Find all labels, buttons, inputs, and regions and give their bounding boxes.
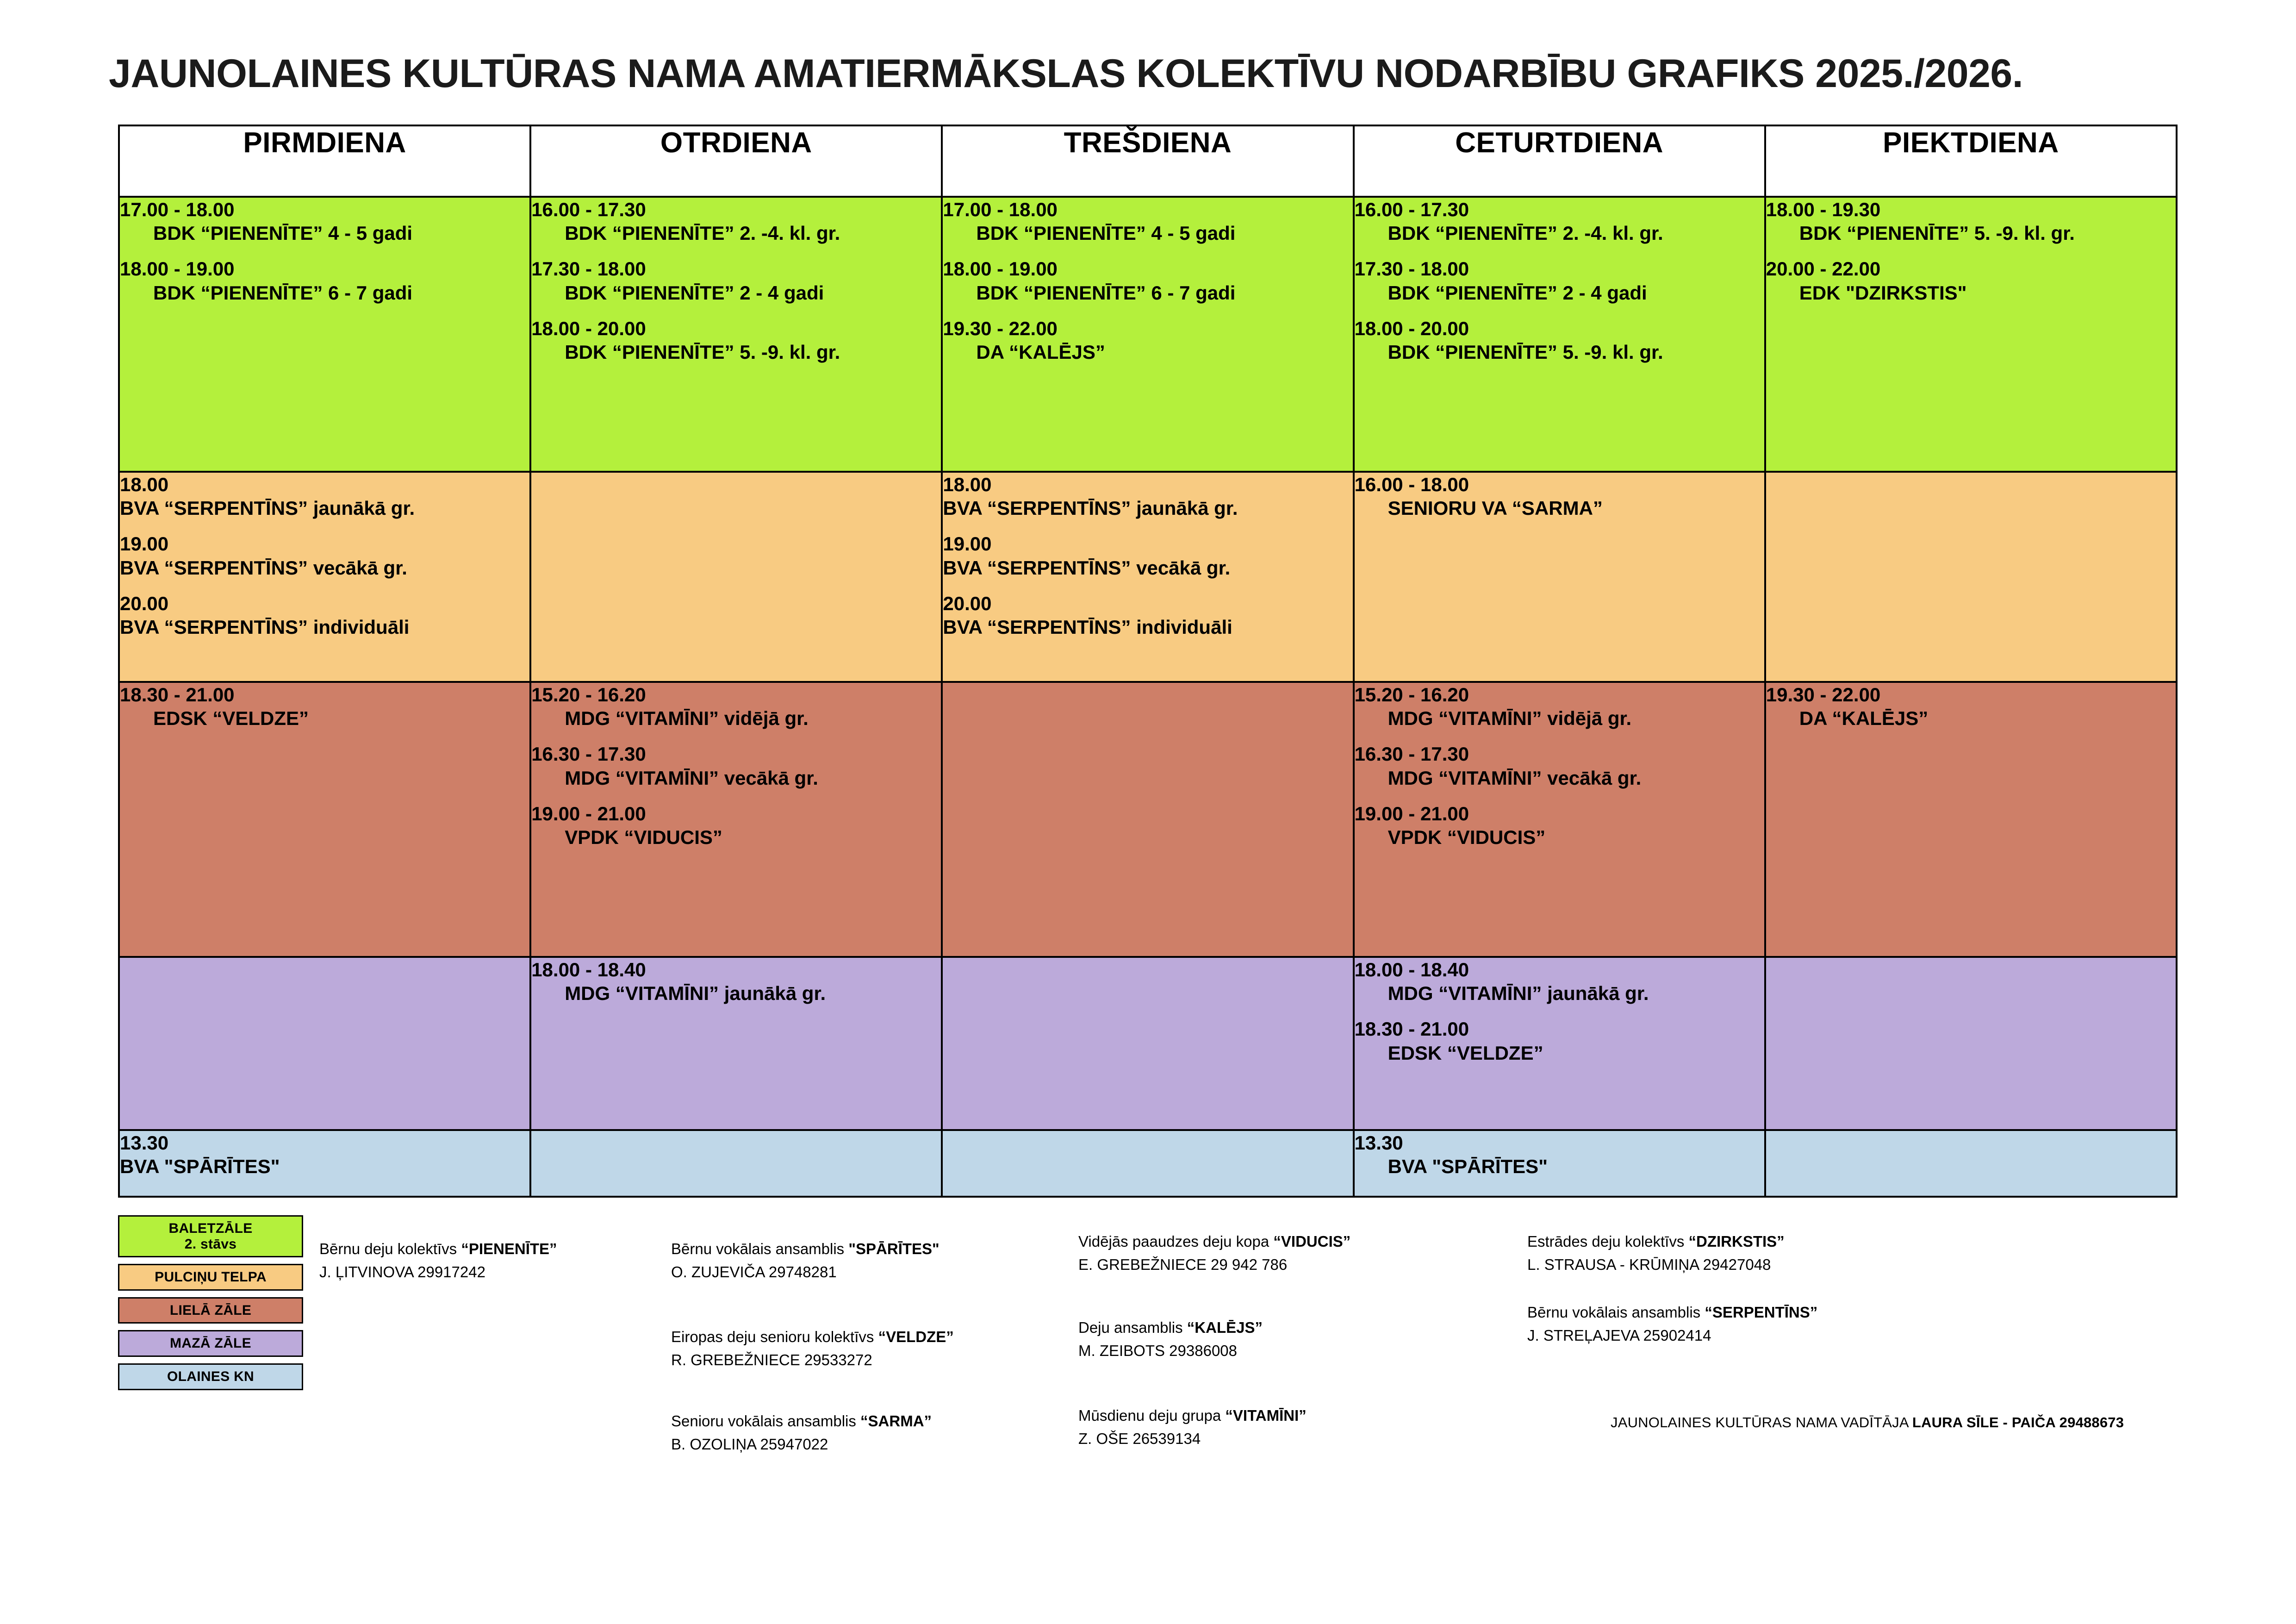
schedule-cell — [530, 197, 942, 472]
schedule-entry — [120, 683, 529, 730]
note-lead: Eiropas deju senioru kolektīvs — [671, 1328, 878, 1345]
entry-group: BVA “SERPENTĪNS” individuāli — [943, 616, 1232, 638]
entry-time: 18.00 - 19.30 — [1766, 199, 1881, 220]
day-header: CETURTDIENA — [1354, 125, 1765, 197]
entry-time: 16.30 - 17.30 — [1354, 743, 1469, 765]
entry-time: 18.00 — [120, 474, 169, 495]
entry-group: MDG “VITAMĪNI” jaunākā gr. — [565, 982, 826, 1005]
signature-lead: JAUNOLAINES KULTŪRAS NAMA VADĪTĀJA — [1611, 1414, 1912, 1430]
schedule-entry — [120, 532, 529, 579]
entry-group: BVA “SERPENTĪNS” jaunākā gr. — [120, 497, 415, 519]
schedule-cell — [1354, 957, 1765, 1130]
schedule-cell — [530, 682, 942, 957]
schedule-entry — [531, 198, 941, 245]
entry-time: 18.30 - 21.00 — [120, 684, 235, 706]
schedule-cell — [530, 1130, 942, 1197]
entry-group: BDK “PIENENĪTE” 2 - 4 gadi — [1388, 281, 1647, 304]
entry-time: 16.00 - 17.30 — [531, 199, 646, 220]
note-contact: Z. OŠE 26539134 — [1078, 1430, 1201, 1447]
note-title — [671, 1410, 932, 1433]
schedule-entry — [531, 317, 941, 364]
note-lead: Deju ansamblis — [1078, 1319, 1187, 1336]
entry-group: BDK “PIENENĪTE” 4 - 5 gadi — [976, 222, 1236, 244]
entry-group: BDK “PIENENĪTE” 2 - 4 gadi — [565, 281, 824, 304]
legend-label: OLAINES KN — [167, 1368, 254, 1384]
collective-note — [671, 1410, 932, 1455]
entry-group: MDG “VITAMĪNI” vecākā gr. — [565, 767, 818, 789]
note-collective-name: “DZIRKSTIS” — [1688, 1233, 1785, 1250]
note-title — [671, 1237, 940, 1261]
entry-time: 19.30 - 22.00 — [1766, 684, 1881, 706]
note-lead: Vidējās paaudzes deju kopa — [1078, 1233, 1274, 1250]
note-contact: R. GREBEŽNIECE 29533272 — [671, 1351, 872, 1368]
entry-group: BVA "SPĀRĪTES" — [120, 1156, 280, 1178]
note-collective-name: "SPĀRĪTES" — [848, 1240, 940, 1257]
schedule-cell — [942, 1130, 1353, 1197]
day-header: OTRDIENA — [530, 125, 942, 197]
schedule-row — [119, 957, 2177, 1130]
schedule-cell — [530, 472, 942, 682]
collective-notes — [0, 1215, 2296, 1502]
legend-label: PULCIŅU TELPA — [155, 1269, 267, 1285]
entry-time: 17.00 - 18.00 — [120, 199, 235, 220]
schedule-entry — [1355, 1131, 1764, 1178]
note-title — [1078, 1316, 1263, 1339]
entry-time: 17.30 - 18.00 — [1354, 258, 1469, 280]
entry-group: VPDK “VIDUCIS” — [565, 826, 722, 849]
note-collective-name: “SERPENTĪNS” — [1705, 1304, 1818, 1321]
schedule-entry — [1766, 257, 2176, 304]
schedule-row — [119, 682, 2177, 957]
entry-group: BDK “PIENENĪTE” 4 - 5 gadi — [153, 222, 413, 244]
entry-group: BDK “PIENENĪTE” 6 - 7 gadi — [976, 281, 1236, 304]
legend-sublabel: 2. stāvs — [184, 1236, 237, 1252]
schedule-entry — [1766, 198, 2176, 245]
schedule-entry — [1355, 802, 1764, 849]
entry-time: 18.00 — [943, 474, 992, 495]
note-title — [1078, 1230, 1350, 1253]
schedule-entry — [1355, 742, 1764, 789]
schedule-cell — [1354, 197, 1765, 472]
note-collective-name: “KALĒJS” — [1187, 1319, 1263, 1336]
collective-note — [1078, 1230, 1350, 1276]
note-lead: Mūsdienu deju grupa — [1078, 1407, 1226, 1424]
note-title — [319, 1237, 557, 1261]
entry-group: EDSK “VELDZE” — [1388, 1042, 1543, 1064]
entry-time: 20.00 — [943, 592, 992, 614]
schedule-cell — [119, 957, 530, 1130]
signature-name: LAURA SĪLE - PAIČA 29488673 — [1912, 1414, 2124, 1430]
legend-label: MAZĀ ZĀLE — [169, 1336, 251, 1351]
schedule-entry — [120, 1131, 529, 1178]
entry-time: 19.30 - 22.00 — [943, 317, 1058, 339]
entry-time: 15.20 - 16.20 — [1354, 684, 1469, 706]
note-collective-name: “VITAMĪNI” — [1225, 1407, 1307, 1424]
entry-time: 18.00 - 20.00 — [1354, 317, 1469, 339]
schedule-cell — [119, 197, 530, 472]
entry-group: BDK “PIENENĪTE” 5. -9. kl. gr. — [1799, 222, 2075, 244]
schedule-row — [119, 472, 2177, 682]
schedule-entry — [943, 473, 1352, 520]
schedule-entry — [120, 198, 529, 245]
schedule-entry — [1355, 198, 1764, 245]
schedule-entry — [943, 592, 1352, 639]
note-lead: Bērnu deju kolektīvs — [319, 1240, 461, 1257]
entry-group: MDG “VITAMĪNI” vecākā gr. — [1388, 767, 1642, 789]
note-contact: M. ZEIBOTS 29386008 — [1078, 1342, 1238, 1359]
note-contact: J. ĻITVINOVA 29917242 — [319, 1263, 485, 1280]
schedule-entry — [531, 802, 941, 849]
schedule-cell — [1765, 957, 2177, 1130]
legend-label: BALETZĀLE — [168, 1221, 253, 1236]
entry-group: EDSK “VELDZE” — [153, 707, 309, 730]
entry-time: 13.30 — [1354, 1132, 1403, 1154]
schedule-cell — [942, 682, 1353, 957]
schedule-entry — [531, 683, 941, 730]
footer — [0, 1215, 2296, 1502]
entry-group: SENIORU VA “SARMA” — [1388, 497, 1603, 519]
schedule-table — [118, 125, 2178, 1198]
schedule-entry — [531, 257, 941, 304]
entry-group: BDK “PIENENĪTE” 5. -9. kl. gr. — [565, 341, 840, 363]
entry-time: 19.00 — [120, 533, 169, 555]
schedule-entry — [120, 592, 529, 639]
note-lead: Bērnu vokālais ansamblis — [1527, 1304, 1705, 1321]
entry-group: BDK “PIENENĪTE” 5. -9. kl. gr. — [1388, 341, 1663, 363]
schedule-entry — [1355, 1017, 1764, 1064]
director-signature — [1611, 1414, 2124, 1431]
entry-time: 18.00 - 18.40 — [531, 959, 646, 981]
entry-group: BVA “SERPENTĪNS” jaunākā gr. — [943, 497, 1238, 519]
entry-time: 18.00 - 18.40 — [1354, 959, 1469, 981]
note-collective-name: “SARMA” — [860, 1412, 932, 1430]
entry-group: MDG “VITAMĪNI” jaunākā gr. — [1388, 982, 1649, 1005]
schedule-entry — [1766, 683, 2176, 730]
schedule-cell — [530, 957, 942, 1130]
schedule-entry — [1355, 473, 1764, 520]
schedule-cell — [942, 197, 1353, 472]
note-title — [1527, 1230, 1785, 1253]
entry-time: 16.00 - 18.00 — [1354, 474, 1469, 495]
schedule-cell — [1765, 1130, 2177, 1197]
entry-group: BVA "SPĀRĪTES" — [1388, 1156, 1548, 1178]
collective-note — [1527, 1230, 1785, 1276]
entry-group: MDG “VITAMĪNI” vidējā gr. — [565, 707, 809, 730]
entry-time: 20.00 - 22.00 — [1766, 258, 1881, 280]
schedule-entry — [531, 958, 941, 1005]
schedule-entry — [120, 257, 529, 304]
note-title — [1527, 1301, 1817, 1324]
entry-time: 19.00 - 21.00 — [531, 802, 646, 824]
day-header: PIEKTDIENA — [1765, 125, 2177, 197]
schedule-entry — [531, 742, 941, 789]
entry-group: BVA “SERPENTĪNS” vecākā gr. — [120, 556, 407, 579]
entry-time: 20.00 — [120, 592, 169, 614]
entry-time: 13.30 — [120, 1132, 169, 1154]
entry-time: 17.00 - 18.00 — [943, 199, 1058, 220]
note-contact: E. GREBEŽNIECE 29 942 786 — [1078, 1255, 1288, 1273]
table-header-row — [119, 125, 2177, 197]
note-contact: O. ZUJEVIČA 29748281 — [671, 1263, 837, 1280]
collective-note — [671, 1237, 940, 1283]
schedule-entry — [943, 317, 1352, 364]
legend-label: LIELĀ ZĀLE — [169, 1302, 252, 1318]
schedule-cell — [1765, 682, 2177, 957]
day-header: PIRMDIENA — [119, 125, 530, 197]
note-lead: Senioru vokālais ansamblis — [671, 1412, 861, 1430]
schedule-row — [119, 1130, 2177, 1197]
schedule-cell — [1354, 682, 1765, 957]
entry-time: 16.00 - 17.30 — [1354, 199, 1469, 220]
collective-note — [1078, 1404, 1307, 1450]
schedule-entry — [943, 532, 1352, 579]
entry-group: MDG “VITAMĪNI” vidējā gr. — [1388, 707, 1632, 730]
schedule-entry — [943, 257, 1352, 304]
entry-time: 15.20 - 16.20 — [531, 684, 646, 706]
note-lead: Bērnu vokālais ansamblis — [671, 1240, 849, 1257]
schedule-cell — [1765, 472, 2177, 682]
day-header: TREŠDIENA — [942, 125, 1353, 197]
entry-time: 18.00 - 20.00 — [531, 317, 646, 339]
schedule-entry — [1355, 958, 1764, 1005]
entry-group: BDK “PIENENĪTE” 2. -4. kl. gr. — [1388, 222, 1663, 244]
entry-time: 18.00 - 19.00 — [943, 258, 1058, 280]
schedule-cell — [1354, 1130, 1765, 1197]
note-title — [1078, 1404, 1307, 1427]
entry-time: 16.30 - 17.30 — [531, 743, 646, 765]
schedule-entry — [1355, 257, 1764, 304]
schedule-cell — [1765, 197, 2177, 472]
collective-note — [1527, 1301, 1817, 1347]
entry-time: 18.30 - 21.00 — [1354, 1018, 1469, 1040]
entry-group: VPDK “VIDUCIS” — [1388, 826, 1546, 849]
note-lead: Estrādes deju kolektīvs — [1527, 1233, 1689, 1250]
note-collective-name: “PIENENĪTE” — [461, 1240, 557, 1257]
schedule-cell — [942, 957, 1353, 1130]
entry-group: BVA “SERPENTĪNS” vecākā gr. — [943, 556, 1231, 579]
schedule-entry — [1355, 317, 1764, 364]
schedule-entry — [120, 473, 529, 520]
collective-note — [671, 1325, 954, 1371]
schedule-row — [119, 197, 2177, 472]
entry-time: 19.00 - 21.00 — [1354, 802, 1469, 824]
collective-note — [319, 1237, 557, 1283]
note-title — [671, 1325, 954, 1349]
note-contact: B. OZOLIŅA 25947022 — [671, 1435, 828, 1453]
note-contact: L. STRAUSA - KRŪMIŅA 29427048 — [1527, 1255, 1771, 1273]
schedule-cell — [119, 472, 530, 682]
note-contact: J. STREĻAJEVA 25902414 — [1527, 1326, 1711, 1344]
schedule-cell — [1354, 472, 1765, 682]
collective-note — [1078, 1316, 1263, 1362]
page-title: JAUNOLAINES KULTŪRAS NAMA AMATIERMĀKSLAS KOLEKTĪVU NODARBĪBU GRAFIKS 2025./2026. — [109, 51, 2023, 96]
note-collective-name: “VIDUCIS” — [1273, 1233, 1351, 1250]
entry-group: BDK “PIENENĪTE” 2. -4. kl. gr. — [565, 222, 840, 244]
entry-group: EDK "DZIRKSTIS" — [1799, 281, 1967, 304]
schedule-cell — [119, 682, 530, 957]
schedule-entry — [1355, 683, 1764, 730]
entry-group: BDK “PIENENĪTE” 6 - 7 gadi — [153, 281, 413, 304]
note-collective-name: “VELDZE” — [878, 1328, 954, 1345]
schedule-entry — [943, 198, 1352, 245]
entry-group: BVA “SERPENTĪNS” individuāli — [120, 616, 410, 638]
schedule-cell — [942, 472, 1353, 682]
schedule-cell — [119, 1130, 530, 1197]
entry-time: 17.30 - 18.00 — [531, 258, 646, 280]
entry-group: DA “KALĒJS” — [1799, 707, 1929, 730]
entry-group: DA “KALĒJS” — [976, 341, 1105, 363]
entry-time: 18.00 - 19.00 — [120, 258, 235, 280]
entry-time: 19.00 — [943, 533, 992, 555]
